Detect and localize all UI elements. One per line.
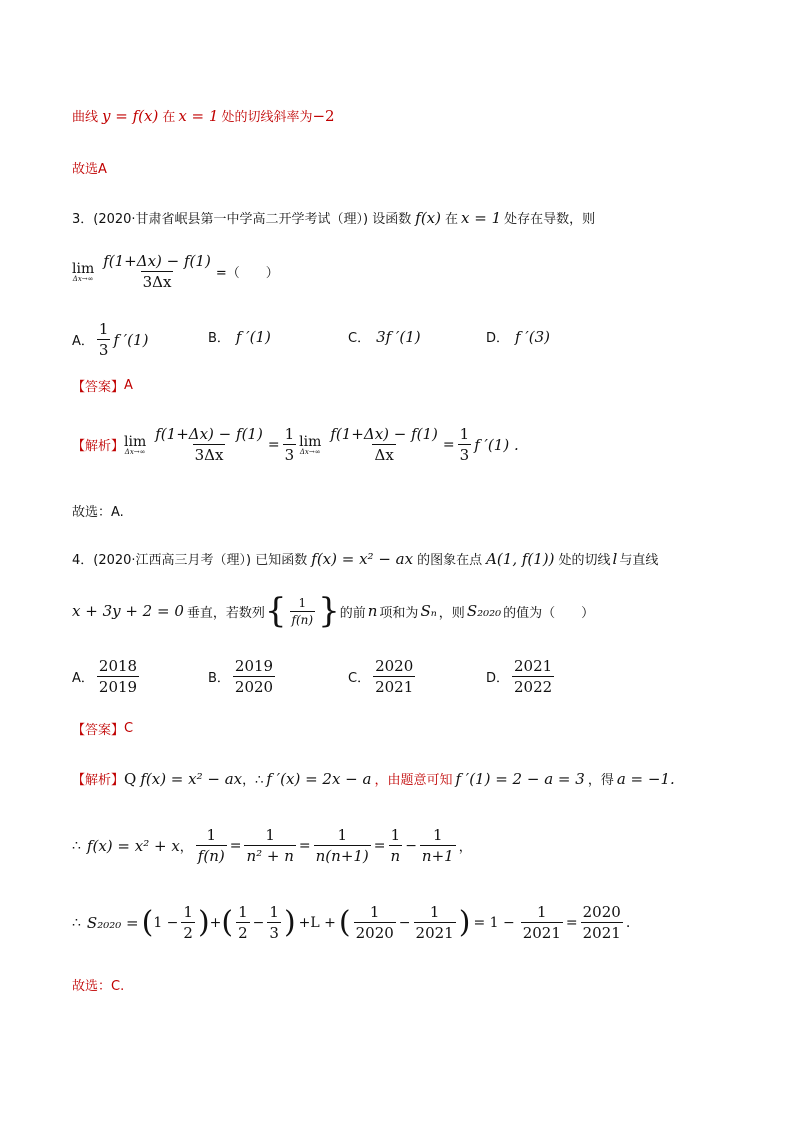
- text: 垂直，若数列: [186, 605, 265, 621]
- numerator: 1: [265, 826, 275, 844]
- denominator: n: [390, 847, 401, 865]
- text: 的前: [339, 605, 366, 621]
- denominator: 3: [269, 924, 279, 942]
- denominator: Δx: [374, 446, 394, 464]
- denominator: 2021: [522, 924, 561, 942]
- question-4-stem: [72, 549, 658, 568]
- text: 的值为（ ）: [503, 605, 595, 621]
- text: 曲线: [72, 110, 99, 125]
- fraction: [581, 903, 623, 942]
- equals: =: [267, 436, 280, 453]
- fraction: [233, 657, 275, 696]
- answer-label: 【答案】: [72, 380, 125, 395]
- numerator: 2020: [582, 903, 621, 921]
- math-expr: f ′(1): [235, 327, 271, 346]
- math-expr: x = 1: [461, 208, 502, 227]
- numerator: 1: [298, 595, 307, 610]
- lim-sub: Δx→∞: [299, 447, 321, 456]
- math-expr: Sₙ: [420, 602, 437, 620]
- therefore-symbol: ∴: [72, 837, 81, 854]
- because-symbol: Q: [124, 769, 137, 788]
- math-expr: f(x) = x² − ax: [140, 769, 243, 788]
- numerator: f(1+Δx) − f(1): [330, 425, 438, 443]
- math-expr: a = −1.: [616, 769, 675, 788]
- fraction: [153, 425, 265, 464]
- ellipsis-term: +L +: [298, 914, 336, 931]
- denominator: 2020: [355, 924, 394, 942]
- math-expr: x = 1: [178, 106, 219, 125]
- q4-option-a: [72, 657, 142, 696]
- text: ，得: [587, 773, 614, 788]
- answer-value: C: [124, 721, 134, 736]
- math-expr: f(x): [415, 208, 441, 227]
- math-expr: −2: [312, 106, 335, 125]
- lim-word: lim: [124, 433, 147, 450]
- fraction: [283, 425, 297, 464]
- denominator: 2019: [98, 678, 138, 696]
- denominator: 3: [459, 446, 470, 464]
- text: 处存在导数，则: [504, 212, 596, 227]
- math-expr: f(x) = x² + x: [86, 836, 180, 855]
- q4-option-c: [348, 657, 418, 696]
- text: ，则: [438, 605, 465, 621]
- text: 在: [162, 110, 176, 125]
- numerator: 1: [537, 903, 547, 921]
- option-letter: B．: [208, 671, 230, 686]
- fraction: [97, 320, 111, 359]
- q4-option-b: [208, 657, 278, 696]
- limit-operator: [124, 434, 146, 456]
- math-expr: f ′(3): [515, 327, 550, 346]
- math-expr: l: [612, 549, 618, 568]
- denominator: 2021: [375, 678, 414, 696]
- q3-analysis: [72, 425, 519, 464]
- numerator: 1: [337, 826, 347, 844]
- math-expr: S₂₀₂₀ =: [86, 913, 139, 932]
- q3-conclusion: 故选：A.: [72, 505, 124, 520]
- math-expr: f ′(1): [113, 330, 149, 349]
- q3-answer: [72, 376, 133, 395]
- fraction: [458, 425, 472, 464]
- q3-option-b: [208, 327, 271, 346]
- option-letter: C．: [348, 671, 371, 686]
- math-expr: x + 3y + 2 = 0: [72, 602, 184, 620]
- numerator: 1: [459, 425, 470, 443]
- text: ，∴: [242, 773, 264, 788]
- math-expr: n: [367, 602, 378, 620]
- numerator: f(1+Δx) − f(1): [103, 252, 211, 270]
- numerator: 1: [369, 903, 380, 921]
- denominator: 2022: [514, 678, 553, 696]
- fraction: [373, 657, 415, 696]
- numerator: 1: [238, 903, 248, 921]
- q3-option-d: [486, 327, 550, 346]
- fraction: [389, 826, 403, 865]
- slope-statement: [72, 106, 335, 125]
- denominator: n+1: [421, 847, 454, 865]
- option-letter: D．: [486, 331, 510, 346]
- text: 4．(2020·江西高三月考（理）) 已知函数: [72, 553, 308, 568]
- text: 处的切线: [558, 553, 611, 568]
- numerator: 1: [183, 903, 193, 921]
- math-expr: f ′(1) .: [474, 435, 519, 454]
- fraction: [196, 826, 227, 865]
- text: 与直线: [619, 553, 659, 568]
- numerator: 1: [269, 903, 279, 921]
- fraction: [354, 903, 396, 942]
- fraction: [314, 826, 371, 865]
- text: ，由题意可知: [374, 773, 453, 788]
- numerator: 1: [206, 826, 217, 844]
- left-brace: {: [264, 591, 287, 631]
- math-expr: A(1, f(1)): [486, 549, 555, 568]
- q4-conclusion: 故选：C.: [72, 979, 125, 994]
- numerator: 2018: [98, 657, 138, 675]
- math-expr: y = f(x): [102, 106, 159, 125]
- choice-a-line: 故选A: [72, 162, 107, 177]
- answer-label: 【答案】: [72, 723, 125, 738]
- q4-option-d: [486, 657, 557, 696]
- denominator: n² + n: [246, 847, 294, 865]
- numerator: 2020: [375, 657, 414, 675]
- fraction: [244, 826, 295, 865]
- analysis-label: 【解析】: [72, 773, 125, 788]
- numerator: f(1+Δx) − f(1): [155, 425, 263, 443]
- math-expr: f ′(1) = 2 − a = 3: [455, 769, 585, 788]
- lim-sub: Δx→∞: [124, 447, 146, 456]
- right-brace: }: [318, 591, 340, 631]
- text: 处的切线斜率为: [221, 110, 313, 125]
- text: 3．(2020·甘肃省岷县第一中学高二开学考试（理）) 设函数: [72, 212, 412, 227]
- option-letter: A．: [72, 334, 94, 349]
- q3-option-a: [72, 320, 148, 359]
- denominator: 2: [238, 924, 248, 942]
- fraction: [97, 657, 139, 696]
- q4-analysis-2: ∴ f(x) = x² + x ， $\frac{1}{f(n)}$ = $\frac{1}{\text{n² + n}}$ = $\frac{1}{n(n+1)}$ = $\frac{1}{n}$ − $\frac{1}{n+1}$ ，: [72, 826, 472, 865]
- question-3-stem: [72, 208, 595, 227]
- option-letter: B．: [208, 331, 230, 346]
- text: 项和为: [379, 605, 419, 621]
- fraction: [328, 425, 440, 464]
- math-expr: f(x) = x² − ax: [311, 549, 414, 568]
- numerator: 1: [390, 826, 401, 844]
- option-letter: A．: [72, 671, 94, 686]
- fraction: [290, 596, 316, 627]
- numerator: 1: [98, 320, 109, 338]
- limit-operator: [299, 434, 321, 456]
- text: ，: [179, 840, 193, 855]
- math-expr: S₂₀₂₀: [466, 602, 502, 620]
- fraction: [181, 903, 195, 942]
- fraction: [521, 903, 563, 942]
- denominator: 3: [284, 446, 295, 464]
- fraction: [236, 903, 250, 942]
- numerator: 1: [429, 903, 440, 921]
- therefore-symbol: ∴: [72, 914, 81, 931]
- denominator: 2021: [582, 924, 621, 942]
- lim-sub: Δx→∞: [72, 274, 94, 283]
- denominator: f(n): [291, 612, 314, 627]
- denominator: 3: [98, 341, 109, 359]
- fraction: [101, 252, 213, 291]
- limit-operator: [72, 261, 94, 283]
- denominator: 3Δx: [142, 273, 172, 291]
- lim-word: lim: [72, 260, 95, 277]
- denominator: 2: [183, 924, 193, 942]
- denominator: 2021: [415, 924, 454, 942]
- numerator: 1: [284, 425, 295, 443]
- text: 的图象在点: [417, 553, 483, 568]
- numerator: 2019: [234, 657, 274, 675]
- fraction: [512, 657, 554, 696]
- denominator: 3Δx: [194, 446, 224, 464]
- equals-text: = 1 −: [473, 914, 515, 931]
- fraction: [420, 826, 456, 865]
- q3-option-c: [348, 327, 421, 346]
- question-4-stem-2: [72, 591, 595, 631]
- numerator: 2021: [514, 657, 553, 675]
- math-expr: 3f ′(1): [376, 327, 421, 346]
- numerator: 1: [433, 826, 443, 844]
- question-3-limit: [72, 252, 279, 291]
- denominator: f(n): [197, 847, 225, 865]
- text: =（ ）: [215, 266, 279, 281]
- math-expr: f ′(x) = 2x − a: [266, 769, 372, 788]
- fraction: [267, 903, 281, 942]
- equals: =: [442, 436, 455, 453]
- term-text: 1 −: [153, 914, 179, 931]
- denominator: 2020: [234, 678, 274, 696]
- answer-value: A: [124, 378, 133, 393]
- text: 在: [444, 212, 458, 227]
- analysis-label: 【解析】: [72, 439, 125, 454]
- option-letter: D．: [486, 671, 510, 686]
- lim-word: lim: [299, 433, 322, 450]
- q4-analysis-1: [72, 769, 675, 788]
- q4-analysis-3: ∴ S₂₀₂₀ = ( 1 − $\frac{1}{2}$ ) + ( $\frac{1}{2}$ − $\frac{1}{3}$ ) +L + ( $\frac{1}{2020}$ − $\frac{1}{2021}$ ) = 1 − $\frac{1}{2021}$ = $\frac{2020}{2021}$ .: [72, 903, 631, 942]
- q4-answer: [72, 719, 133, 738]
- option-letter: C．: [348, 331, 371, 346]
- denominator: n(n+1): [315, 847, 369, 865]
- fraction: [414, 903, 456, 942]
